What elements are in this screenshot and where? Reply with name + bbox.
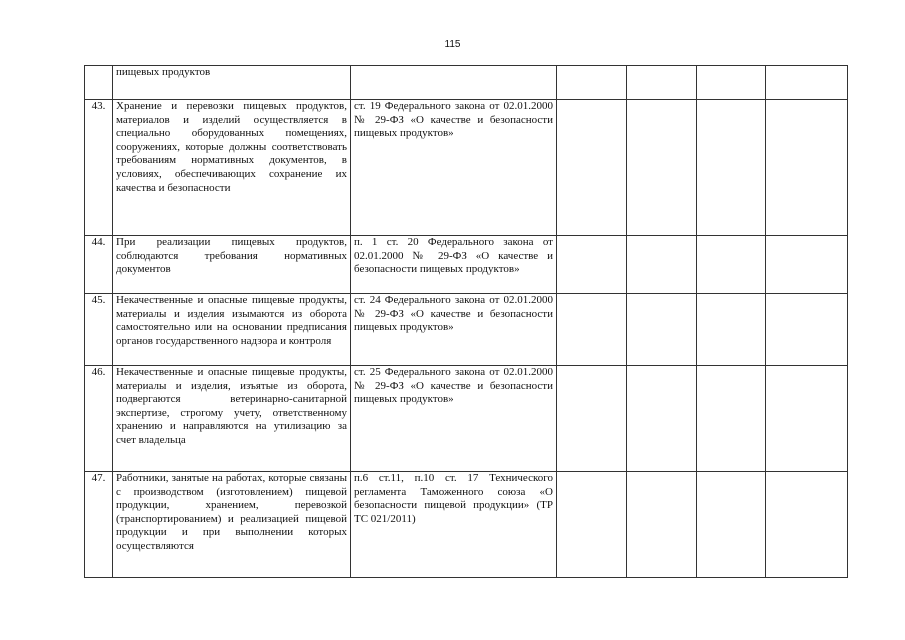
empty-cell xyxy=(697,366,766,472)
requirement-cell: Хранение и перевозки пищевых продуктов, материалов и изделий осуществляется в специально оборудованных помещениях, сооружениях, которые должны соответствовать требованиям нормативных документов, в условиях, обеспечивающих сохранение их качества и безопасности xyxy=(113,100,351,236)
empty-cell xyxy=(766,236,848,294)
requirement-cell: Некачественные и опасные пищевые продукты, материалы и изделия, изъятые из оборота, подвергаются ветеринарно-санитарной экспертизе, строгому учету, ответственному хранению и направляются на утилизацию за счет владельца xyxy=(113,366,351,472)
empty-cell xyxy=(766,366,848,472)
empty-cell xyxy=(557,472,627,578)
reference-cell: п.6 ст.11, п.10 ст. 17 Технического регламента Таможенного союза «О безопасности пищевой продукции» (ТР ТС 021/2011) xyxy=(351,472,557,578)
empty-cell xyxy=(627,366,697,472)
requirement-cell: Работники, занятые на работах, которые связаны с производством (изготовлением) пищевой продукции, хранением, перевозкой (транспортированием) и реализацией пищевой продукции и при выполнении которых осуществляются xyxy=(113,472,351,578)
empty-cell xyxy=(557,294,627,366)
empty-cell xyxy=(557,66,627,100)
reference-cell: ст. 19 Федерального закона от 02.01.2000 № 29-ФЗ «О качестве и безопасности пищевых продуктов» xyxy=(351,100,557,236)
empty-cell xyxy=(557,236,627,294)
empty-cell xyxy=(627,100,697,236)
row-number: 45. xyxy=(85,294,113,366)
requirement-cell: пищевых продуктов xyxy=(113,66,351,100)
requirements-table xyxy=(84,65,848,578)
empty-cell xyxy=(766,66,848,100)
empty-cell xyxy=(697,236,766,294)
table-row xyxy=(85,66,848,100)
table-row xyxy=(85,294,848,366)
empty-cell xyxy=(627,236,697,294)
table-row xyxy=(85,236,848,294)
empty-cell xyxy=(697,294,766,366)
reference-cell: п. 1 ст. 20 Федерального закона от 02.01.2000 № 29-ФЗ «О качестве и безопасности пищевых продуктов» xyxy=(351,236,557,294)
table-row xyxy=(85,366,848,472)
empty-cell xyxy=(766,472,848,578)
table-row xyxy=(85,100,848,236)
empty-cell xyxy=(627,66,697,100)
page-number: 115 xyxy=(444,39,461,50)
empty-cell xyxy=(697,472,766,578)
reference-cell xyxy=(351,66,557,100)
empty-cell xyxy=(697,100,766,236)
empty-cell xyxy=(557,366,627,472)
empty-cell xyxy=(627,472,697,578)
empty-cell xyxy=(627,294,697,366)
reference-cell: ст. 25 Федерального закона от 02.01.2000 № 29-ФЗ «О качестве и безопасности пищевых продуктов» xyxy=(351,366,557,472)
row-number: 43. xyxy=(85,100,113,236)
row-number: 47. xyxy=(85,472,113,578)
empty-cell xyxy=(697,66,766,100)
empty-cell xyxy=(766,294,848,366)
row-number: 44. xyxy=(85,236,113,294)
empty-cell xyxy=(766,100,848,236)
row-number: 46. xyxy=(85,366,113,472)
requirement-cell: Некачественные и опасные пищевые продукты, материалы и изделия изымаются из оборота самостоятельно или на основании предписания органов государственного надзора и контроля xyxy=(113,294,351,366)
table-row xyxy=(85,472,848,578)
reference-cell: ст. 24 Федерального закона от 02.01.2000 № 29-ФЗ «О качестве и безопасности пищевых продуктов» xyxy=(351,294,557,366)
empty-cell xyxy=(557,100,627,236)
row-number xyxy=(85,66,113,100)
requirement-cell: При реализации пищевых продуктов, соблюдаются требования нормативных документов xyxy=(113,236,351,294)
